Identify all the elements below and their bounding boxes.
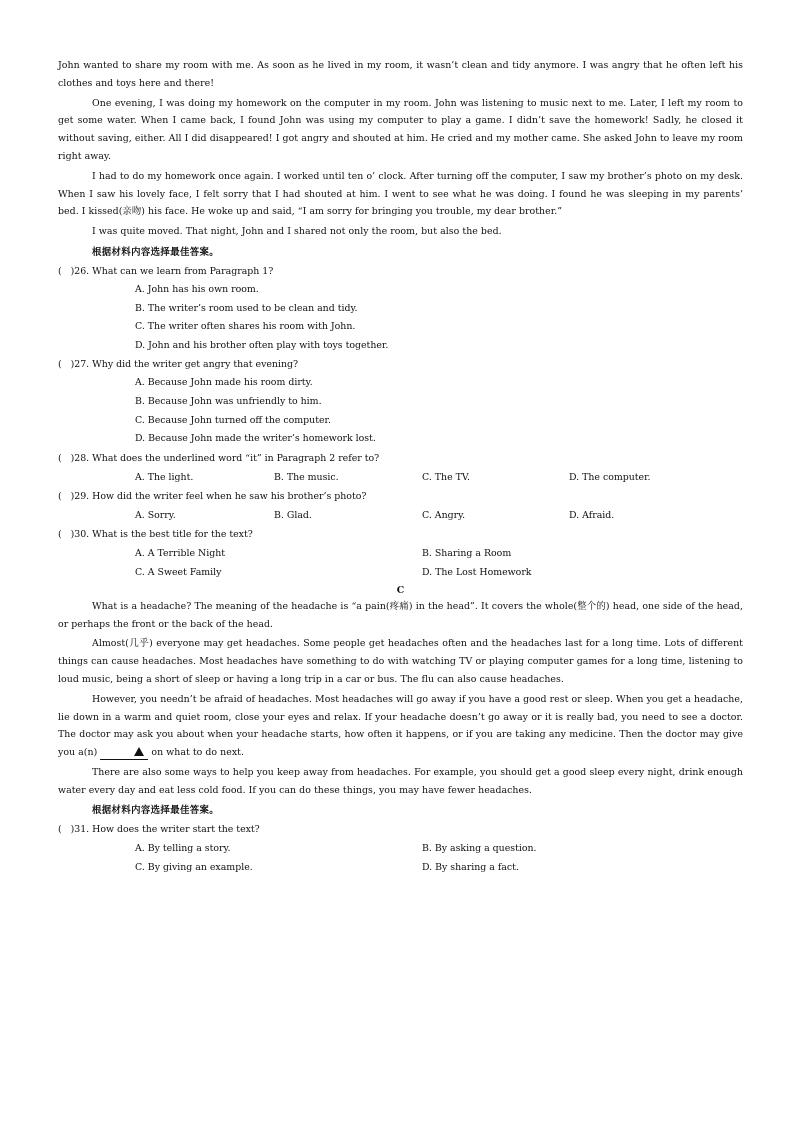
option-c: C. Angry. bbox=[422, 509, 466, 521]
option-b: B. The writer’s room used to be clean and tidy. bbox=[135, 302, 358, 314]
option-d: D. The Lost Homework bbox=[422, 566, 532, 578]
option-a: A. Because John made his room dirty. bbox=[135, 377, 313, 389]
passage-c-label: C bbox=[396, 584, 405, 596]
option-a: A. By telling a story. bbox=[135, 843, 231, 855]
option-b: B. Sharing a Room bbox=[422, 547, 512, 559]
passage-b-paragraph-2: One evening, I was doing my homework on the computer in my room. John was listening to music next to me. Later, I left my room to get some water. When I came back, I found John was using my computer to play a game. I didn’t save the homework! Sadly, he closed it without saving, either. All I did disappeared! I got angry and shouted at him. He cried and my mother came. She asked John to leave my room right away. bbox=[58, 97, 743, 162]
paragraph-3-text-before-blank: However, you needn’t be afraid of headaches. Most headaches will go away if you have a good rest or sleep. When you get a headache, lie down in a warm and quiet room, close your eyes and relax. If your headache doesn’t go away or it is really bad, you need to see a doctor. The doctor may ask you about when your headache starts, how often it happens, or if you are taking any medicine. Then the doctor may give you a(n) bbox=[58, 693, 743, 759]
passage-c-paragraph-4: There are also some ways to help you keep away from headaches. For example, you should get a good sleep every night, drink enough water every day and eat less cold food. If you can do these things, you may have fewer headaches. bbox=[58, 766, 743, 796]
option-b: B. By asking a question. bbox=[422, 843, 537, 855]
option-d: D. Afraid. bbox=[569, 509, 615, 521]
question-29-options bbox=[58, 506, 743, 525]
option-a: A. A Terrible Night bbox=[135, 547, 226, 559]
option-c: C. A Sweet Family bbox=[135, 566, 222, 578]
question-31-stem: ( )31. How does the writer start the text? bbox=[58, 824, 260, 836]
passage-b-instruction: 根据材料内容选择最佳答案。 bbox=[92, 246, 220, 258]
paragraph-3-text-after-blank: on what to do next. bbox=[151, 747, 245, 759]
answer-blank bbox=[100, 747, 148, 760]
passage-c-paragraph-2: Almost(几乎) everyone may get headaches. Some people get headaches often and the headaches last for a long time. Lots of different things can cause headaches. Most headaches have something to do with watching TV or playing computer games for a long time, listening to loud music, being a short of sleep or having a long trip in a car or bus. The flu can also cause headaches. bbox=[58, 638, 743, 685]
option-b: B. Glad. bbox=[274, 509, 312, 521]
option-d: D. John and his brother often play with toys together. bbox=[135, 339, 389, 351]
question-28-stem: ( )28. What does the underlined word “it” in Paragraph 2 refer to? bbox=[58, 452, 380, 464]
triangle-icon bbox=[134, 747, 144, 756]
option-a: A. Sorry. bbox=[135, 509, 176, 521]
option-d: D. By sharing a fact. bbox=[422, 862, 519, 874]
option-c: C. Because John turned off the computer. bbox=[135, 414, 331, 426]
option-c: C. The TV. bbox=[422, 471, 470, 483]
passage-b-paragraph-3: I had to do my homework once again. I worked until ten o’ clock. After turning off the computer, I saw my brother’s photo on my desk. When I saw his lovely face, I felt sorry that I had shouted at him. I went to see what he was doing. I found he was sleeping in my parents’ bed. I kissed(亲吻) his face. He woke up and said, “I am sorry for bringing you trouble, my dear brother.” bbox=[58, 170, 743, 218]
option-c: C. The writer often shares his room with John. bbox=[135, 321, 356, 333]
question-27-options bbox=[58, 374, 743, 448]
question-27-stem: ( )27. Why did the writer get angry that evening? bbox=[58, 359, 299, 371]
option-d: D. Because John made the writer’s homework lost. bbox=[135, 433, 376, 445]
option-b: B. Because John was unfriendly to him. bbox=[135, 395, 322, 407]
question-26-stem: ( )26. What can we learn from Paragraph 1? bbox=[58, 265, 274, 277]
question-29-stem: ( )29. How did the writer feel when he saw his brother’s photo? bbox=[58, 490, 367, 502]
question-30-stem: ( )30. What is the best title for the text? bbox=[58, 528, 253, 540]
question-28-options bbox=[58, 468, 743, 487]
option-c: C. By giving an example. bbox=[135, 862, 253, 874]
option-a: A. The light. bbox=[135, 471, 194, 483]
option-a: A. John has his own room. bbox=[135, 283, 259, 295]
option-d: D. The computer. bbox=[569, 471, 651, 483]
question-31-options bbox=[58, 839, 743, 877]
passage-b-paragraph-1: John wanted to share my room with me. As soon as he lived in my room, it wasn’t clean and tidy anymore. I was angry that he often left his clothes and toys here and there! bbox=[58, 60, 743, 89]
passage-c-paragraph-1: What is a headache? The meaning of the headache is “a pain(疼痛) in the head”. It covers the whole(整个的) head, one side of the head, or perhaps the front or the back of the head. bbox=[58, 600, 743, 630]
question-26-options bbox=[58, 281, 743, 355]
worksheet-page bbox=[58, 57, 743, 877]
passage-c-instruction: 根据材料内容选择最佳答案。 bbox=[92, 805, 220, 817]
question-30-options bbox=[58, 544, 743, 582]
passage-c-paragraph-3 bbox=[58, 691, 743, 762]
passage-b-paragraph-4: I was quite moved. That night, John and I shared not only the room, but also the bed. bbox=[92, 226, 502, 238]
option-b: B. The music. bbox=[274, 471, 339, 483]
